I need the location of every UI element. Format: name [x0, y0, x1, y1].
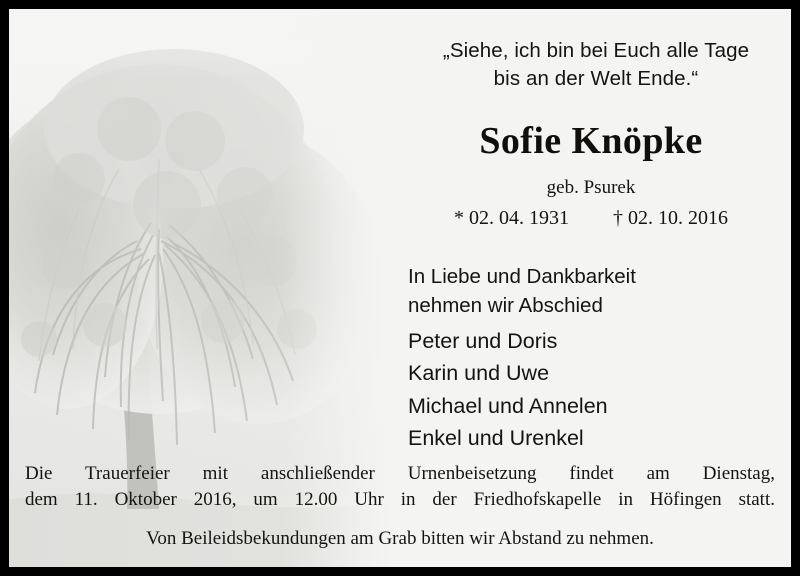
dedication-line-1: In Liebe und Dankbarkeit: [408, 265, 636, 288]
quote-line-1: „Siehe, ich bin bei Euch alle Tage: [442, 39, 750, 62]
condolence-note: Von Beileidsbekundungen am Grab bitten wir Abstand zu nehmen.: [146, 528, 654, 550]
birth-date: * 02. 04. 1931: [454, 207, 569, 229]
family-member-line: Enkel und Urenkel: [408, 425, 584, 450]
ceremony-line-1: Die Trauerfeier mit anschließender Urnenbeisetzung findet am Dienstag,: [25, 463, 775, 484]
maiden-name: geb. Psurek: [546, 177, 636, 198]
family-member-line: Karin und Uwe: [408, 361, 550, 386]
family-member-line: Michael und Annelen: [408, 393, 608, 418]
quote-line-2: bis an der Welt Ende.“: [493, 67, 699, 91]
death-date: † 02. 10. 2016: [613, 207, 728, 229]
dedication-line-2: nehmen wir Abschied: [408, 294, 603, 318]
ceremony-line-2: dem 11. Oktober 2016, um 12.00 Uhr in der Friedhofskapelle in Höfingen statt.: [25, 488, 775, 510]
deceased-name: Sofie Knöpke: [479, 120, 703, 162]
family-member-line: Peter und Doris: [408, 329, 558, 353]
